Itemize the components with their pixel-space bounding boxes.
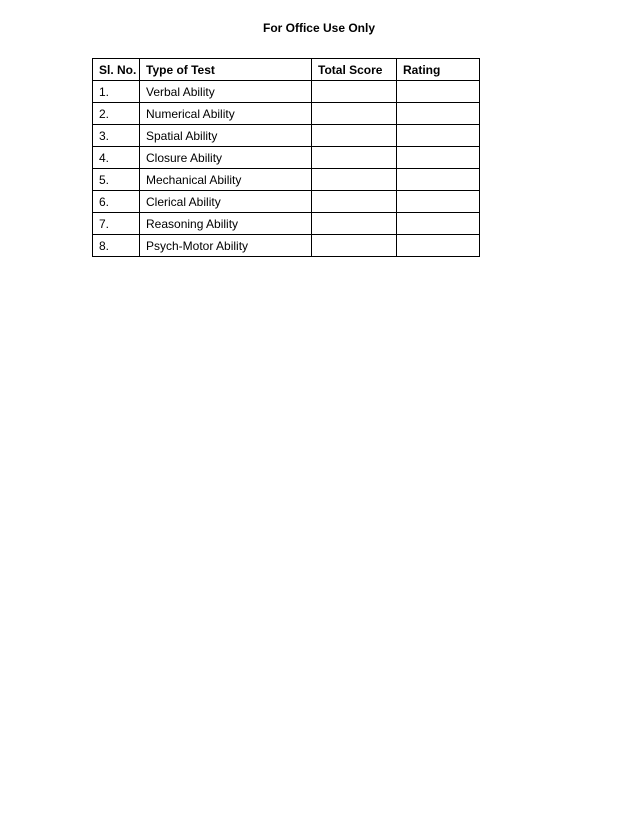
cell-type-of-test: Psych-Motor Ability (140, 235, 312, 257)
table-row (93, 213, 480, 235)
cell-type-of-test: Reasoning Ability (140, 213, 312, 235)
table-row (93, 235, 480, 257)
cell-rating (397, 81, 480, 103)
cell-type-of-test: Spatial Ability (140, 125, 312, 147)
page-title: For Office Use Only (262, 21, 376, 35)
table-row (93, 147, 480, 169)
cell-total-score (312, 125, 397, 147)
cell-type-of-test: Closure Ability (140, 147, 312, 169)
cell-sl-no: 3. (93, 125, 140, 147)
cell-rating (397, 103, 480, 125)
cell-rating (397, 169, 480, 191)
cell-total-score (312, 235, 397, 257)
cell-sl-no: 7. (93, 213, 140, 235)
cell-sl-no: 2. (93, 103, 140, 125)
cell-rating (397, 191, 480, 213)
cell-sl-no: 1. (93, 81, 140, 103)
cell-rating (397, 147, 480, 169)
cell-total-score (312, 81, 397, 103)
cell-type-of-test: Clerical Ability (140, 191, 312, 213)
cell-sl-no: 8. (93, 235, 140, 257)
cell-total-score (312, 103, 397, 125)
cell-total-score (312, 191, 397, 213)
cell-sl-no: 4. (93, 147, 140, 169)
header-total-score: Total Score (312, 59, 397, 81)
cell-rating (397, 213, 480, 235)
cell-sl-no: 6. (93, 191, 140, 213)
table-row (93, 81, 480, 103)
table-row (93, 125, 480, 147)
header-rating: Rating (397, 59, 480, 81)
cell-rating (397, 235, 480, 257)
cell-rating (397, 125, 480, 147)
cell-type-of-test: Verbal Ability (140, 81, 312, 103)
table-header-row (93, 59, 480, 81)
cell-sl-no: 5. (93, 169, 140, 191)
cell-total-score (312, 169, 397, 191)
table-row (93, 191, 480, 213)
cell-type-of-test: Mechanical Ability (140, 169, 312, 191)
cell-total-score (312, 147, 397, 169)
table-row (93, 169, 480, 191)
cell-total-score (312, 213, 397, 235)
cell-type-of-test: Numerical Ability (140, 103, 312, 125)
header-type-of-test: Type of Test (140, 59, 312, 81)
table-row (93, 103, 480, 125)
header-sl-no: Sl. No. (93, 59, 140, 81)
test-score-table (92, 58, 480, 257)
